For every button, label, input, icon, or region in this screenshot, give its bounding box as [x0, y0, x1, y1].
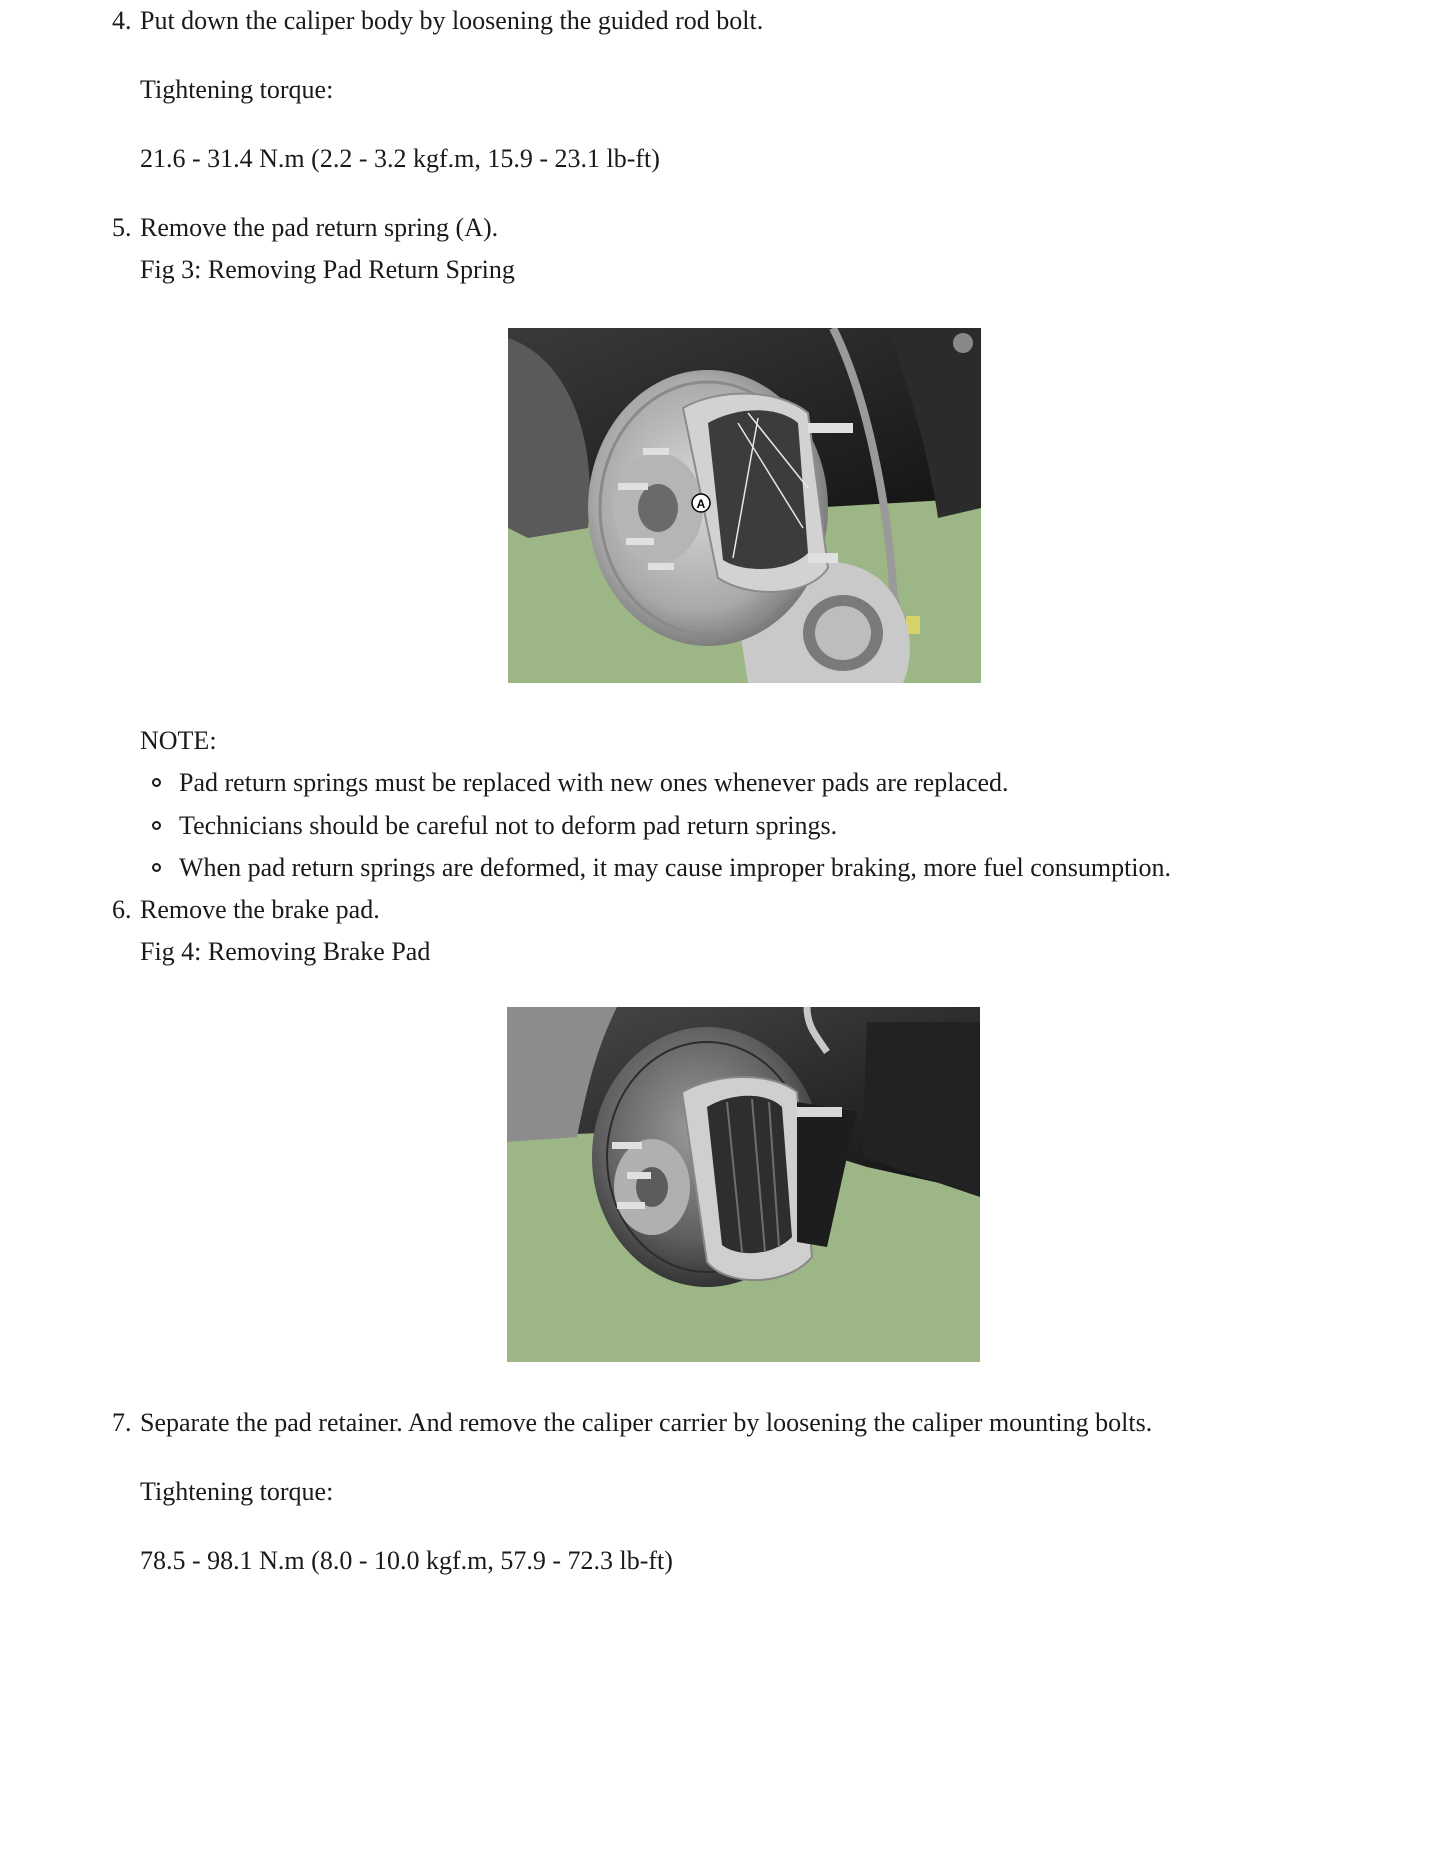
bullet-marker [152, 863, 161, 872]
step-7-text: Separate the pad retainer. And remove the caliper carrier by loosening the caliper mounting bolts. [140, 1408, 1153, 1437]
step-5-number: 5. [112, 213, 132, 242]
step-7-torque-label: Tightening torque: [140, 1477, 334, 1506]
figure-4-image [507, 1007, 980, 1362]
step-7-torque-value: 78.5 - 98.1 N.m (8.0 - 10.0 kgf.m, 57.9 - 72.3 lb-ft) [140, 1546, 673, 1575]
note-item: When pad return springs are deformed, it may cause improper braking, more fuel consumption. [179, 853, 1172, 882]
note-item: Pad return springs must be replaced with new ones whenever pads are replaced. [179, 768, 1009, 797]
step-4-torque-label: Tightening torque: [140, 75, 334, 104]
step-4-number: 4. [112, 6, 132, 35]
step-4-text: Put down the caliper body by loosening the guided rod bolt. [140, 6, 764, 35]
figure-3-image [508, 328, 981, 683]
figure-3-caption: Fig 3: Removing Pad Return Spring [140, 255, 515, 284]
step-6-text: Remove the brake pad. [140, 895, 380, 924]
step-5-text: Remove the pad return spring (A). [140, 213, 499, 242]
step-4-torque-value: 21.6 - 31.4 N.m (2.2 - 3.2 kgf.m, 15.9 - 23.1 lb-ft) [140, 144, 660, 173]
note-item: Technicians should be careful not to deform pad return springs. [179, 811, 838, 840]
figure-3-callout-label: A [696, 497, 706, 511]
bullet-marker [152, 778, 161, 787]
bullet-marker [152, 821, 161, 830]
note-label: NOTE: [140, 726, 217, 755]
figure-4-caption: Fig 4: Removing Brake Pad [140, 937, 431, 966]
step-6-number: 6. [112, 895, 132, 924]
step-7-number: 7. [112, 1408, 132, 1437]
